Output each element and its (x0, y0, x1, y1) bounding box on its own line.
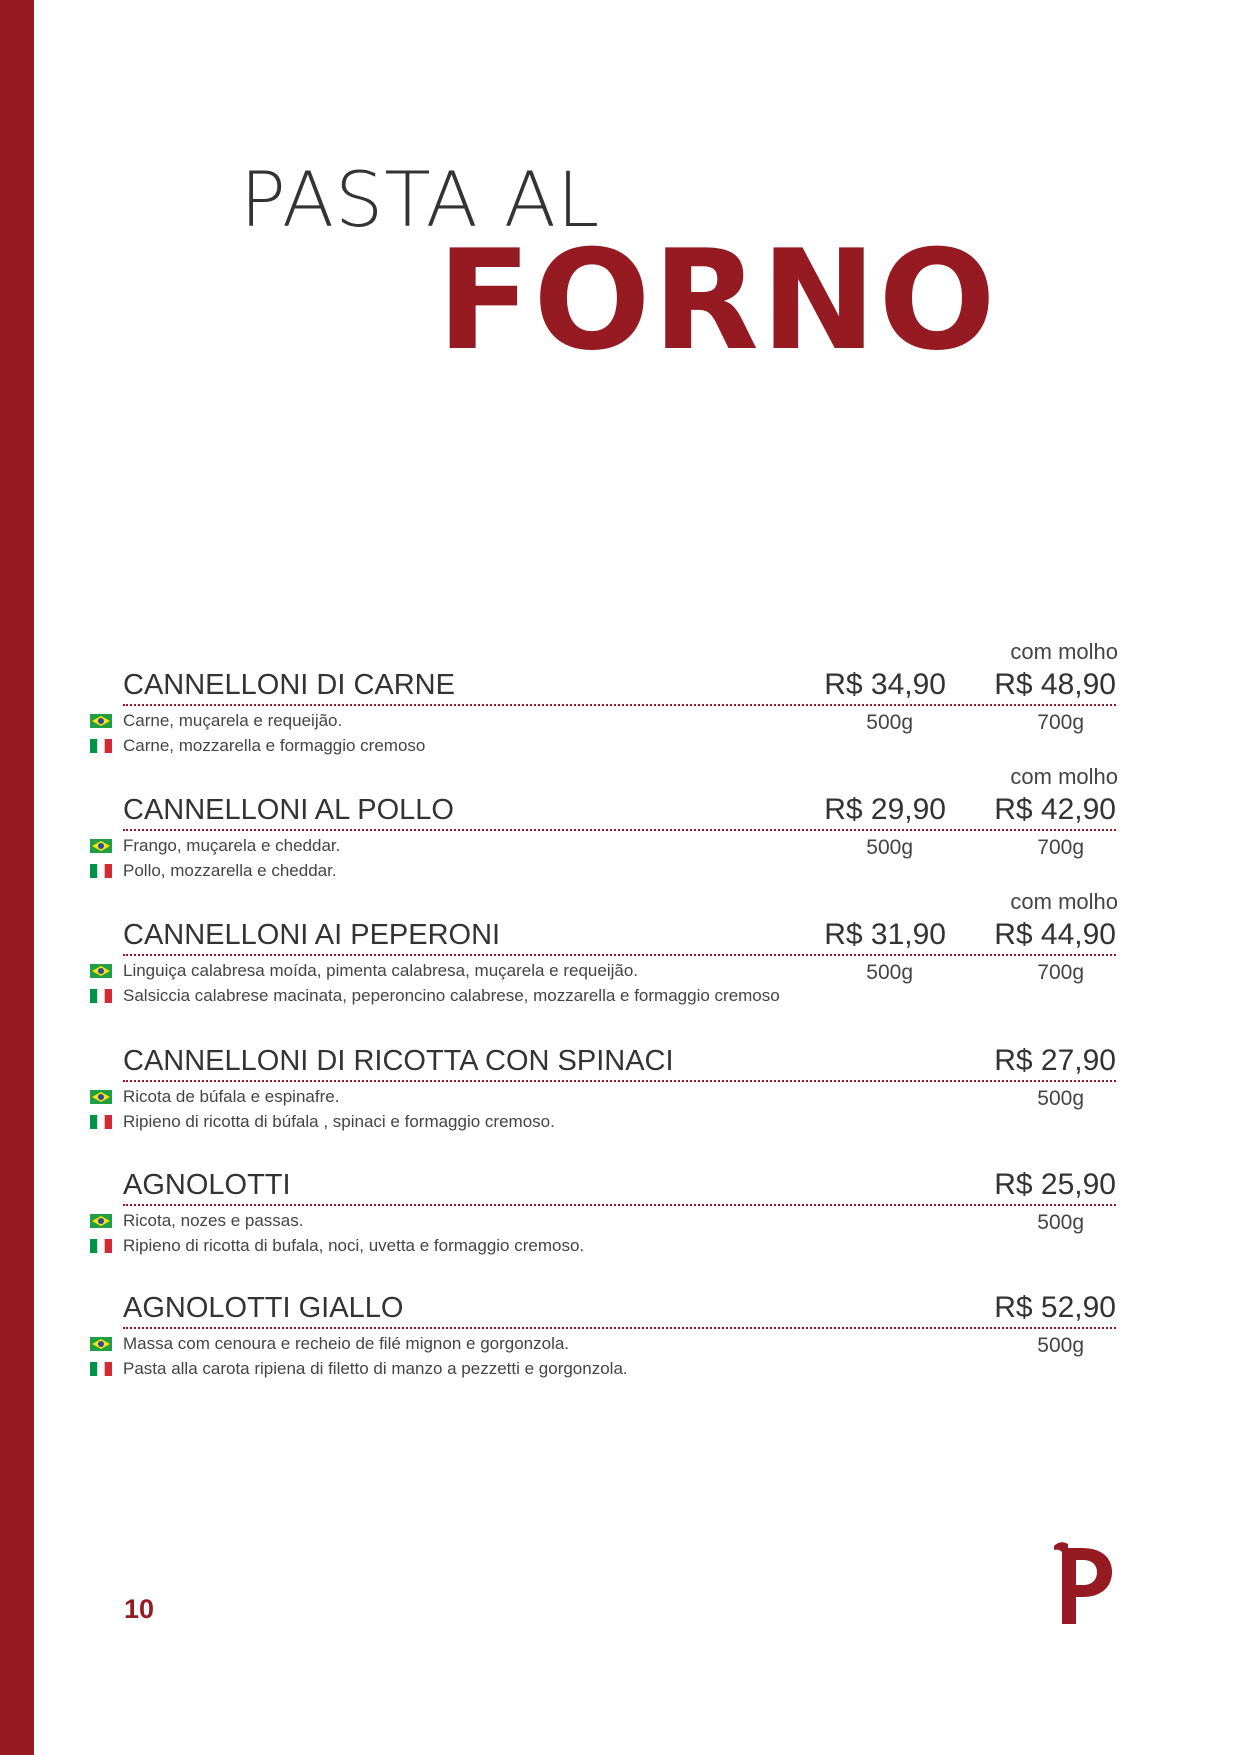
item-price: R$ 31,90 (824, 918, 946, 951)
side-accent-bar (0, 0, 34, 1755)
dotted-leader (123, 1204, 1116, 1206)
item-weight-with-sauce: 700g (1037, 711, 1084, 734)
item-description-pt: Massa com cenoura e recheio de filé mignon e gorgonzola. (123, 1334, 570, 1353)
brazil-flag-icon (90, 1090, 112, 1104)
italy-flag-icon (90, 989, 112, 1003)
item-price: R$ 27,90 (994, 1044, 1116, 1077)
item-description-it: Salsiccia calabrese macinata, peperoncino calabrese, mozzarella e formaggio cremoso (123, 986, 780, 1005)
italy-flag-icon (90, 1239, 112, 1253)
item-weight: 500g (866, 711, 913, 734)
item-weight: 500g (1037, 1087, 1084, 1110)
italy-flag-icon (90, 1115, 112, 1129)
brazil-flag-icon (90, 1337, 112, 1351)
item-name: AGNOLOTTI (123, 1169, 291, 1201)
item-weight: 500g (1037, 1211, 1084, 1234)
page-title-line2: FORNO (437, 220, 998, 381)
sauce-label: com molho (1010, 889, 1118, 914)
item-description-it: Carne, mozzarella e formaggio cremoso (123, 736, 426, 755)
item-price: R$ 52,90 (994, 1291, 1116, 1324)
item-weight: 500g (866, 836, 913, 859)
item-price: R$ 25,90 (994, 1168, 1116, 1201)
item-description-pt: Carne, muçarela e requeijão. (123, 711, 343, 730)
item-name: AGNOLOTTI GIALLO (123, 1292, 404, 1324)
item-description-pt: Linguiça calabresa moída, pimenta calabresa, muçarela e requeijão. (123, 961, 639, 980)
item-price-with-sauce: R$ 42,90 (994, 793, 1116, 826)
dotted-leader (123, 1080, 1116, 1082)
item-weight: 500g (1037, 1334, 1084, 1357)
sauce-label: com molho (1010, 639, 1118, 664)
item-weight-with-sauce: 700g (1037, 961, 1084, 984)
item-price-with-sauce: R$ 44,90 (994, 918, 1116, 951)
italy-flag-icon (90, 864, 112, 878)
dotted-leader (123, 829, 1116, 831)
item-description-it: Ripieno di ricotta di bufala, noci, uvetta e formaggio cremoso. (123, 1236, 585, 1255)
item-description-it: Ripieno di ricotta di búfala , spinaci e formaggio cremoso. (123, 1112, 555, 1131)
item-description-it: Pollo, mozzarella e cheddar. (123, 861, 337, 880)
item-description-pt: Ricota de búfala e espinafre. (123, 1087, 340, 1106)
item-name: CANNELLONI DI CARNE (123, 669, 455, 701)
item-price-with-sauce: R$ 48,90 (994, 668, 1116, 701)
item-description-it: Pasta alla carota ripiena di filetto di manzo a pezzetti e gorgonzola. (123, 1359, 628, 1378)
item-description-pt: Ricota, nozes e passas. (123, 1211, 304, 1230)
page-title-line1: PASTA AL (240, 155, 601, 244)
brazil-flag-icon (90, 714, 112, 728)
item-price: R$ 34,90 (824, 668, 946, 701)
page-number: 10 (124, 1594, 155, 1624)
dotted-leader (123, 1327, 1116, 1329)
brazil-flag-icon (90, 1214, 112, 1228)
item-weight: 500g (866, 961, 913, 984)
brazil-flag-icon (90, 964, 112, 978)
brand-logo-icon (1052, 1540, 1114, 1626)
item-price: R$ 29,90 (824, 793, 946, 826)
item-description-pt: Frango, muçarela e cheddar. (123, 836, 341, 855)
dotted-leader (123, 954, 1116, 956)
sauce-label: com molho (1010, 764, 1118, 789)
item-name: CANNELLONI DI RICOTTA CON SPINACI (123, 1045, 674, 1077)
italy-flag-icon (90, 739, 112, 753)
italy-flag-icon (90, 1362, 112, 1376)
brazil-flag-icon (90, 839, 112, 853)
dotted-leader (123, 704, 1116, 706)
item-name: CANNELLONI AI PEPERONI (123, 919, 501, 951)
item-weight-with-sauce: 700g (1037, 836, 1084, 859)
item-name: CANNELLONI AL POLLO (123, 794, 454, 826)
